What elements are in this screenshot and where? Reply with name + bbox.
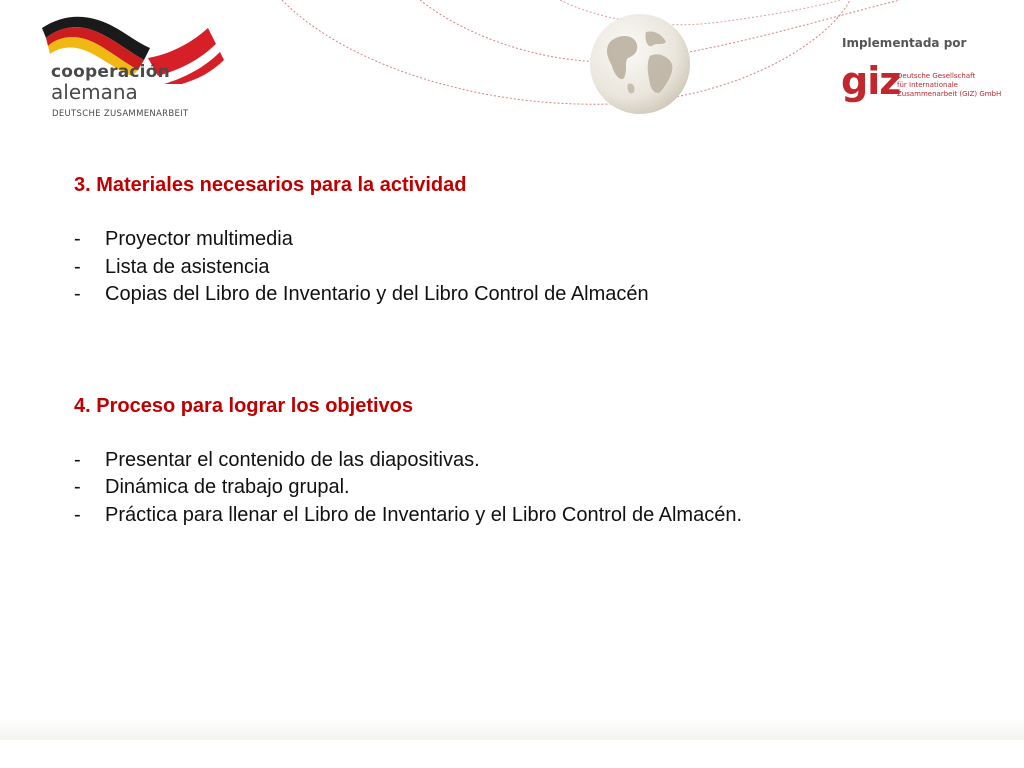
bullet-dash: - (74, 228, 81, 250)
giz-org-line: Zusammenarbeit (GIZ) GmbH (897, 90, 1002, 98)
bullet-dash: - (74, 255, 81, 278)
globe-icon (588, 12, 692, 116)
list-item-text: Práctica para llenar el Libro de Inventario y el Libro Control de Almacén. (105, 503, 743, 526)
list-item-text: Proyector multimedia (105, 228, 293, 250)
bullet-dash: - (74, 283, 81, 305)
bullet-dash: - (74, 448, 81, 471)
list-item-text: Lista de asistencia (105, 255, 270, 278)
materials-list (74, 226, 974, 309)
spacer (74, 309, 974, 392)
section-heading-process: 4. Proceso para lograr los objetivos (74, 394, 414, 417)
logo-text-alemana: alemana (51, 80, 138, 104)
spacer (74, 420, 974, 447)
giz-organization-name (897, 72, 1001, 99)
giz-logo-mark: giz (841, 59, 901, 103)
list-item-text: Copias del Libro de Inventario y del Libro Control de Almacén (105, 283, 649, 305)
giz-org-line: Deutsche Gesellschaft (897, 72, 976, 80)
slide-content (74, 171, 974, 529)
process-list (74, 447, 974, 530)
list-item (74, 226, 974, 254)
list-item (74, 254, 974, 282)
bullet-dash: - (74, 503, 81, 526)
list-item (74, 447, 974, 475)
list-item (74, 281, 974, 309)
list-item-text: Dinámica de trabajo grupal. (105, 476, 350, 498)
giz-org-line: für Internationale (897, 81, 958, 89)
list-item (74, 502, 974, 530)
spacer (74, 199, 974, 226)
logo-text-deutsche-zusammenarbeit: DEUTSCHE ZUSAMMENARBEIT (52, 109, 189, 119)
bottom-shadow-band (0, 718, 1024, 740)
implemented-by-label: Implementada por (842, 36, 967, 50)
logo-text-cooperacion: cooperación (51, 62, 170, 82)
cooperacion-alemana-logo (40, 14, 230, 119)
bullet-dash: - (74, 476, 81, 498)
list-item (74, 474, 974, 502)
section-heading-materials: 3. Materiales necesarios para la actividad (74, 174, 467, 196)
list-item-text: Presentar el contenido de las diapositivas. (105, 448, 480, 471)
